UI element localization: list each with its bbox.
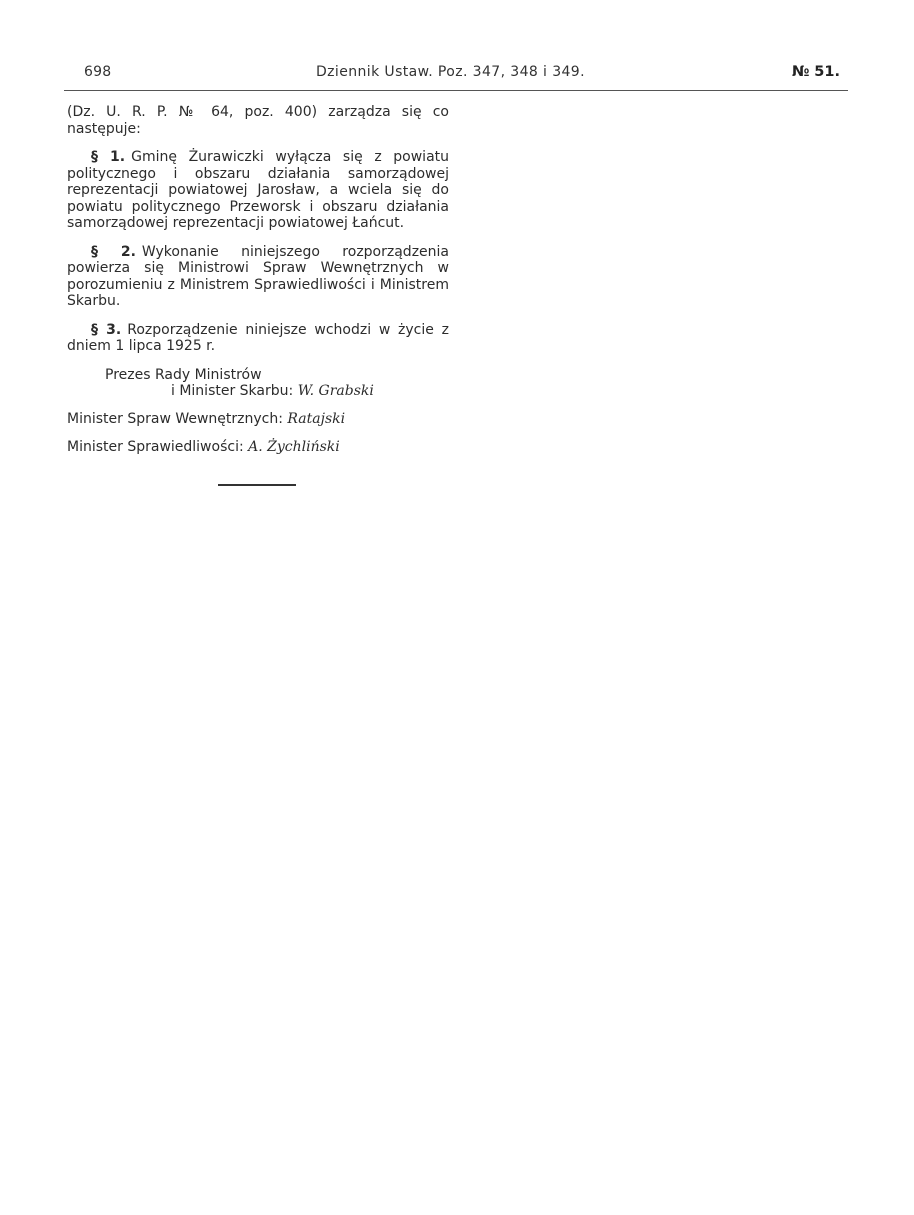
prime-minister-title: i Minister Skarbu: <box>171 382 294 399</box>
section-3-mark: § 3. <box>91 321 122 338</box>
justice-minister-title: Minister Sprawiedliwości: <box>67 438 244 455</box>
justice-minister-signature: A. Żychliński <box>248 438 340 455</box>
section-2 <box>67 244 449 310</box>
running-title: Dziennik Ustaw. Poz. 347, 348 i 349. <box>316 64 585 80</box>
section-1 <box>67 149 449 232</box>
issue-number: № 51. <box>791 64 840 80</box>
text-column <box>67 104 449 455</box>
prime-minister-title-line-2 <box>67 383 449 399</box>
interior-minister-line <box>67 411 449 427</box>
interior-minister-signature: Ratajski <box>287 410 346 427</box>
closing-divider <box>218 484 296 486</box>
signature-block <box>67 367 449 455</box>
section-3 <box>67 322 449 355</box>
interior-minister-title: Minister Spraw Wewnętrznych: <box>67 410 283 427</box>
section-1-mark: § 1. <box>91 149 126 165</box>
page-header <box>64 62 848 91</box>
prime-minister-title-line-1: Prezes Rady Ministrów <box>105 366 262 383</box>
section-1-text: Gminę Żurawiczki wyłącza się z powiatu politycznego i obszaru działania samorządowej reprezentacji powiatowej Jarosław, a wciela się do powiatu politycznego Przeworsk i obszaru działania samorządowej reprezentacji powiatowej Łańcut. <box>67 149 450 231</box>
page-number: 698 <box>84 64 112 80</box>
prime-minister-signature: W. Grabski <box>297 382 374 399</box>
intro-paragraph: (Dz. U. R. P. № 64, poz. 400) zarządza się co następuje: <box>67 104 449 137</box>
section-3-text: Rozporządzenie niniejsze wchodzi w życie z dniem 1 lipca 1925 r. <box>67 321 449 354</box>
justice-minister-line <box>67 439 449 455</box>
section-2-mark: § 2. <box>91 243 136 260</box>
section-2-text: Wykonanie niniejszego rozporządzenia powierza się Ministrowi Spraw Wewnętrznych w porozumieniu z Ministrem Sprawiedliwości i Ministrem Skarbu. <box>67 243 449 309</box>
